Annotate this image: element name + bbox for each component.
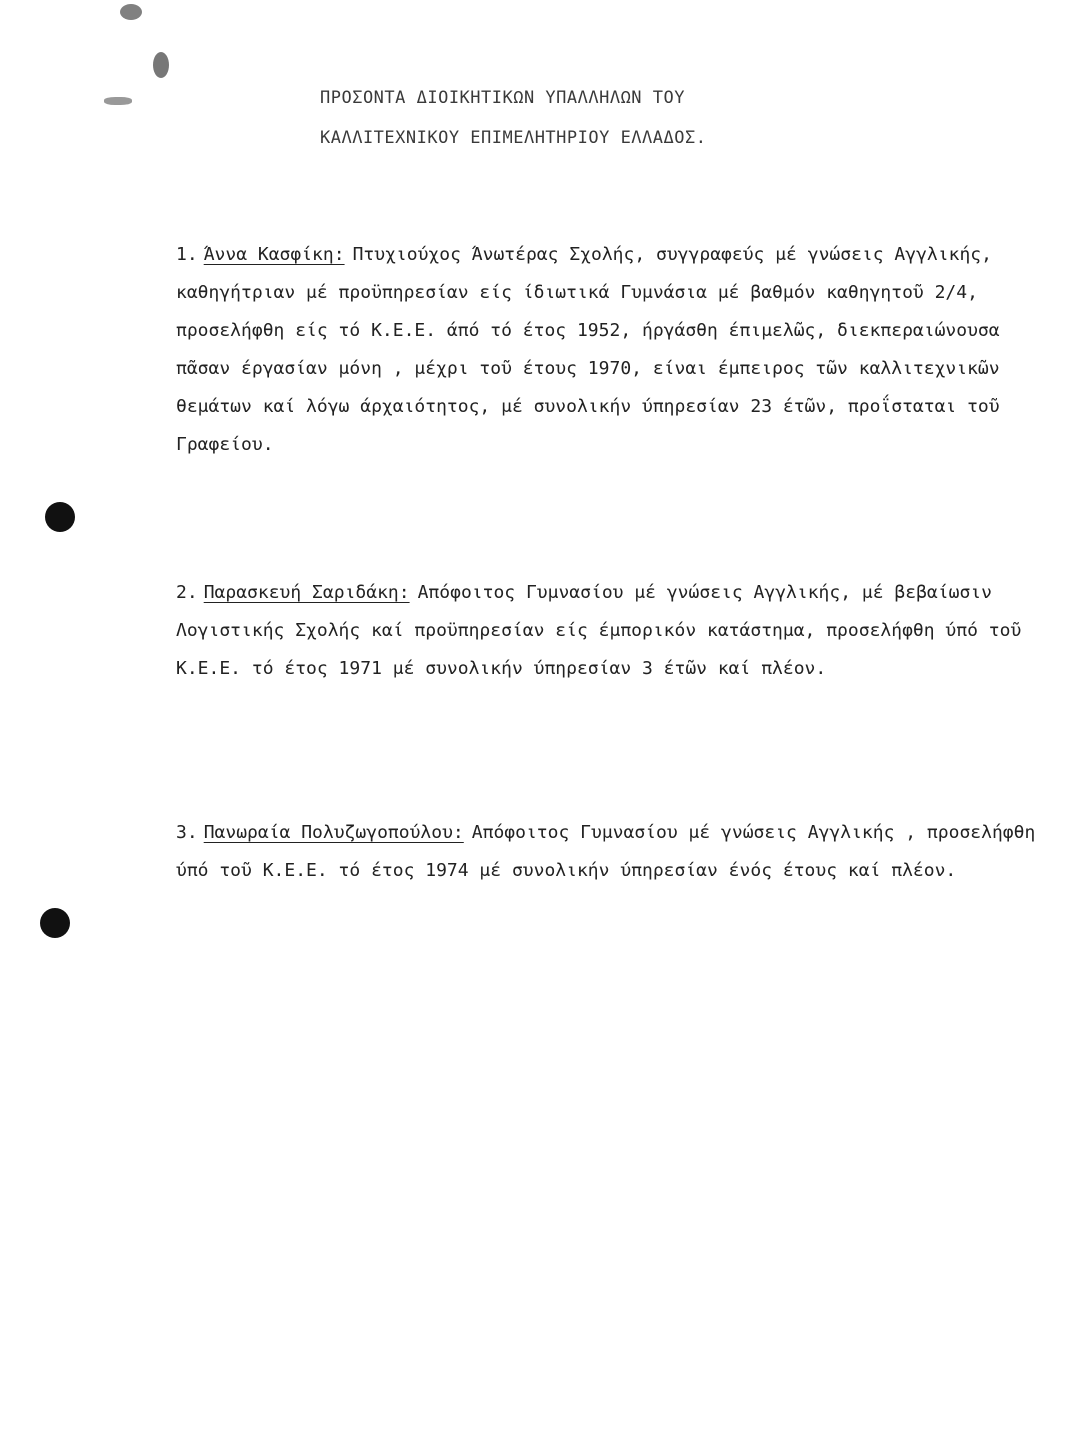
entry-number: 2. bbox=[176, 582, 198, 603]
punch-hole bbox=[45, 502, 75, 532]
ink-smudge bbox=[120, 4, 142, 20]
entry-text: Απόφοιτος Γυμνασίου μέ γνώσεις Αγγλικής , προσελήφθη ύπό τοῦ Κ.Ε.Ε. τό έτος 1974 μέ συνολικήν ύπηρεσίαν ένός έτους καί πλέον. bbox=[176, 822, 1036, 881]
entry-name: Άννα Κασφίκη: bbox=[203, 244, 345, 265]
entry-paragraph bbox=[176, 574, 1044, 688]
entry-paragraph bbox=[176, 814, 1044, 890]
entry-paragraph bbox=[176, 236, 1044, 464]
entry-number: 3. bbox=[176, 822, 198, 843]
entry-text: Πτυχιούχος Άνωτέρας Σχολής, συγγραφεύς μέ γνώσεις Αγγλικής, καθηγήτριαν μέ προϋπηρεσίαν είς ίδιωτικά Γυμνάσια μέ βαθμόν καθηγητοῦ 2/4, προσελήφθη είς τό Κ.Ε.Ε. άπό τό έτος 1952, ήργάσθη έπιμελῶς, διεκπεραιώνουσα πᾶσαν έργασίαν μόνη , μέχρι τοῦ έτους 1970, είναι έμπειρος τῶν καλλιτεχνικῶν θεμάτων καί λόγω άρχαιότητος, μέ συνολικήν ύπηρεσίαν 23 έτῶν, προΐσταται τοῦ Γραφείου. bbox=[176, 244, 1000, 455]
ink-smudge bbox=[104, 97, 132, 105]
entry-name: Πανωραία Πολυζωγοπούλου: bbox=[203, 822, 464, 843]
document-title-line-2: ΚΑΛΛΙΤΕΧΝΙΚΟΥ ΕΠΙΜΕΛΗΤΗΡΙΟΥ ΕΛΛΑΔΟΣ. bbox=[320, 128, 707, 148]
document-title-line-1: ΠΡΟΣΟΝΤΑ ΔΙΟΙΚΗΤΙΚΩΝ ΥΠΑΛΛΗΛΩΝ ΤΟΥ bbox=[320, 88, 685, 108]
entry-text: Απόφοιτος Γυμνασίου μέ γνώσεις Αγγλικής, μέ βεβαίωσιν Λογιστικής Σχολής καί προϋπηρεσίαν είς έμπορικόν κατάστημα, προσελήφθη ύπό τοῦ Κ.Ε.Ε. τό έτος 1971 μέ συνολικήν ύπηρεσίαν 3 έτῶν καί πλέον. bbox=[176, 582, 1022, 679]
punch-hole bbox=[40, 908, 70, 938]
entry-number: 1. bbox=[176, 244, 198, 265]
entry-name: Παρασκευή Σαριδάκη: bbox=[203, 582, 410, 603]
ink-smudge bbox=[153, 52, 169, 78]
